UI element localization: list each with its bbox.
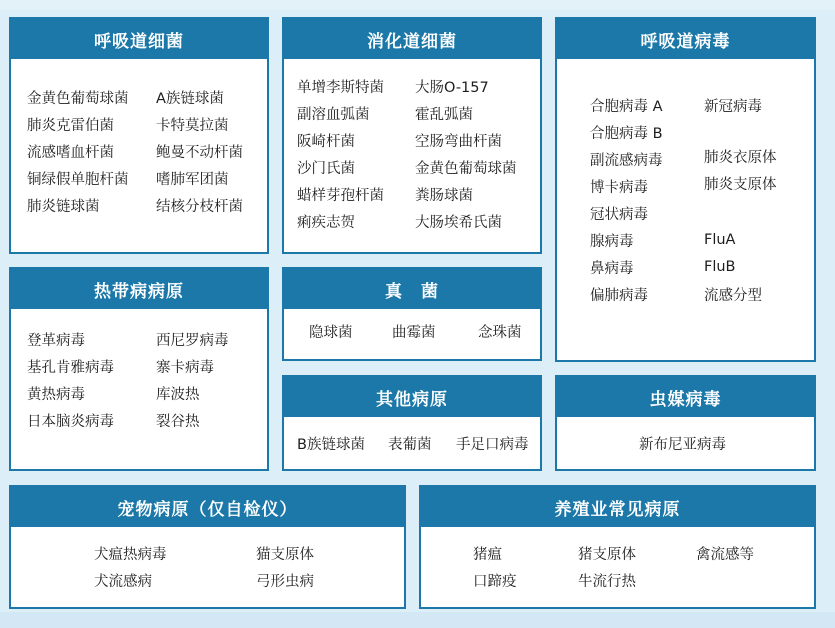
list-item: 口蹄疫 xyxy=(473,574,517,590)
list-item: B族链球菌 xyxy=(297,437,365,453)
list-item: 博卡病毒 xyxy=(590,180,648,196)
list-item: 鼻病毒 xyxy=(590,261,634,277)
list-item: 弓形虫病 xyxy=(256,574,314,590)
list-item: 金黄色葡萄球菌 xyxy=(27,91,129,107)
list-item: 副流感病毒 xyxy=(590,153,663,169)
list-item: 表葡菌 xyxy=(388,437,432,453)
list-item: 手足口病毒 xyxy=(456,437,529,453)
list-item: 卡特莫拉菌 xyxy=(156,118,229,134)
list-item: 嗜肺军团菌 xyxy=(156,172,229,188)
list-item: 单增李斯特菌 xyxy=(297,80,384,96)
list-item: 猫支原体 xyxy=(256,547,314,563)
list-item: 结核分枝杆菌 xyxy=(156,199,243,215)
panel-title: 宠物病原（仅自检仪） xyxy=(11,487,404,527)
panel-pet xyxy=(9,485,406,609)
panel-respiratory-virus xyxy=(555,17,816,362)
list-item: FluA xyxy=(704,232,736,248)
list-item: 大肠O-157 xyxy=(415,80,489,96)
list-item: 犬流感病 xyxy=(94,574,152,590)
list-item: 肺炎链球菌 xyxy=(27,199,100,215)
panel-vector xyxy=(555,375,816,471)
list-item: 牛流行热 xyxy=(578,574,636,590)
list-item: 沙门氏菌 xyxy=(297,161,355,177)
list-item: 禽流感等 xyxy=(696,547,754,563)
list-item: 犬瘟热病毒 xyxy=(94,547,167,563)
list-item: 寨卡病毒 xyxy=(156,360,214,376)
list-item: 痢疾志贺 xyxy=(297,215,355,231)
list-item: 猪瘟 xyxy=(473,547,502,563)
list-item: 空肠弯曲杆菌 xyxy=(415,134,502,150)
list-item: 新布尼亚病毒 xyxy=(639,437,726,453)
list-item: 念珠菌 xyxy=(478,325,522,341)
list-item: 曲霉菌 xyxy=(392,325,436,341)
list-item: 合胞病毒 B xyxy=(590,126,663,142)
panel-respiratory-bacteria xyxy=(9,17,269,254)
list-item: 偏肺病毒 xyxy=(590,288,648,304)
list-item: 隐球菌 xyxy=(309,325,353,341)
list-item: 鲍曼不动杆菌 xyxy=(156,145,243,161)
bottom-band xyxy=(0,612,835,628)
list-item: 霍乱弧菌 xyxy=(415,107,473,123)
list-item: 肺炎衣原体 xyxy=(704,150,777,166)
list-item: 流感分型 xyxy=(704,288,762,304)
list-item: 金黄色葡萄球菌 xyxy=(415,161,517,177)
panel-title: 其他病原 xyxy=(284,377,540,417)
list-item: 粪肠球菌 xyxy=(415,188,473,204)
list-item: 合胞病毒 A xyxy=(590,99,663,115)
panel-title: 呼吸道病毒 xyxy=(557,19,814,59)
list-item: 猪支原体 xyxy=(578,547,636,563)
panel-farming xyxy=(419,485,816,609)
list-item: 副溶血弧菌 xyxy=(297,107,370,123)
panel-title: 虫媒病毒 xyxy=(557,377,814,417)
panel-title: 消化道细菌 xyxy=(284,19,540,59)
panel-title: 真 菌 xyxy=(284,269,540,309)
list-item: 流感嗜血杆菌 xyxy=(27,145,114,161)
list-item: 铜绿假单胞杆菌 xyxy=(27,172,129,188)
panel-tropical xyxy=(9,267,269,471)
list-item: A族链球菌 xyxy=(156,91,224,107)
list-item: 蜡样芽孢杆菌 xyxy=(297,188,384,204)
list-item: 登革病毒 xyxy=(27,333,85,349)
panel-digestive-bacteria xyxy=(282,17,542,254)
list-item: 肺炎克雷伯菌 xyxy=(27,118,114,134)
panel-title: 热带病病原 xyxy=(11,269,267,309)
list-item: 腺病毒 xyxy=(590,234,634,250)
list-item: FluB xyxy=(704,259,736,275)
list-item: 西尼罗病毒 xyxy=(156,333,229,349)
list-item: 库波热 xyxy=(156,387,200,403)
list-item: 阪崎杆菌 xyxy=(297,134,355,150)
list-item: 日本脑炎病毒 xyxy=(27,414,114,430)
panel-other xyxy=(282,375,542,471)
list-item: 冠状病毒 xyxy=(590,207,648,223)
list-item: 基孔肯雅病毒 xyxy=(27,360,114,376)
panel-title: 呼吸道细菌 xyxy=(11,19,267,59)
top-strip xyxy=(0,0,835,10)
panel-title: 养殖业常见病原 xyxy=(421,487,814,527)
list-item: 黄热病毒 xyxy=(27,387,85,403)
panel-fungi xyxy=(282,267,542,361)
list-item: 肺炎支原体 xyxy=(704,177,777,193)
list-item: 新冠病毒 xyxy=(704,99,762,115)
list-item: 大肠埃希氏菌 xyxy=(415,215,502,231)
list-item: 裂谷热 xyxy=(156,414,200,430)
